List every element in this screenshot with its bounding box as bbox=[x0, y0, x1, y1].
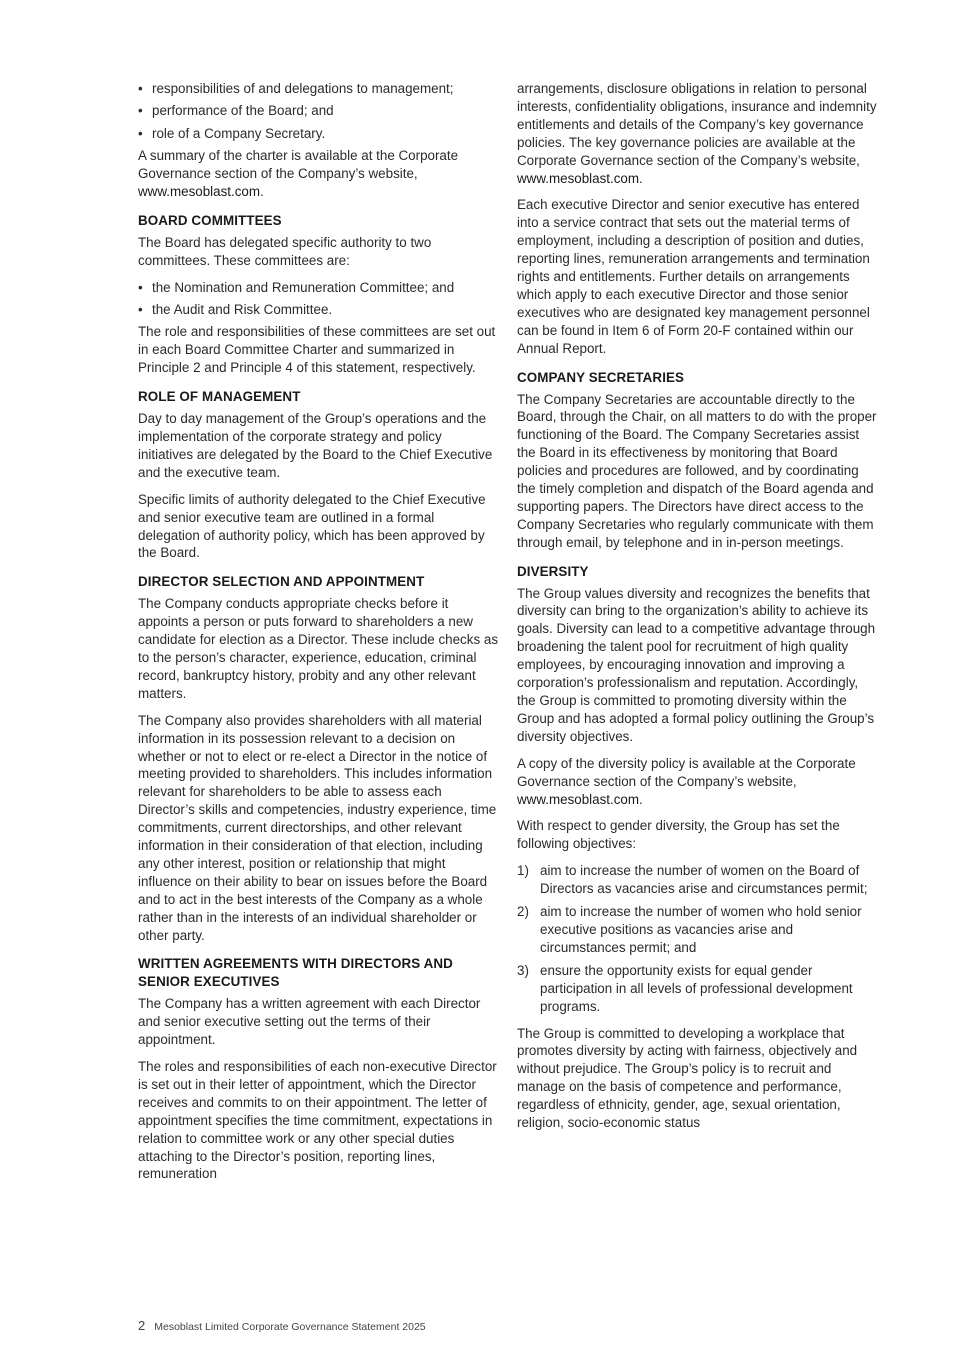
service-contract-paragraph: Each executive Director and senior executive has entered into a service contract that sets out the material terms of employment, including a description of position and duties, reporting lines, remuneration arrangements and termination rights and entitlements. Further details on arrangements which apply to each executive Director and those senior executives who are designated key management personnel can be found in Item 6 of Form 20-F contained within our Annual Report. bbox=[517, 197, 870, 356]
board-committees-heading: BOARD COMMITTEES bbox=[138, 212, 282, 228]
list-item bbox=[517, 903, 879, 957]
list-text: aim to increase the number of women on the Board of Directors as vacancies arise and circumstances permit; bbox=[540, 863, 868, 897]
period: . bbox=[639, 791, 643, 807]
list-item: • the Audit and Risk Committee. bbox=[138, 301, 498, 319]
director-selection-paragraph-2: The Company also provides shareholders with all material information in its possession relevant to a decision on whether or not to elect or re-elect a Director in the notice of meeting provided to shareholders. This includes information relevant for shareholders to be able to assess each Director’s skills and competencies, industry experience, time commitments, current directorships, and other relevant information in their consideration of that election, including any other interest, position or relationship that might influence on their ability to bear on issues before the Board and to act in the best interests of the Company as a whole rather than in the interests of an individual shareholder or other party. bbox=[138, 712, 497, 943]
list-item: • performance of the Board; and bbox=[138, 102, 498, 120]
role-of-management-paragraph-1: Day to day management of the Group’s operations and the implementation of the corporate strategy and policy initiatives are delegated by the Board to the Chief Executive and the executive team. bbox=[138, 411, 493, 480]
charter-bullet-list bbox=[138, 80, 498, 143]
objectives-list bbox=[517, 862, 879, 1015]
left-column bbox=[138, 80, 498, 1192]
role-of-management-heading: ROLE OF MANAGEMENT bbox=[138, 389, 301, 405]
list-number: 1) bbox=[517, 863, 529, 879]
list-number: 2) bbox=[517, 904, 529, 920]
charter-summary-paragraph bbox=[138, 147, 498, 201]
director-selection-paragraph-1: The Company conducts appropriate checks before it appoints a person or puts forward to shareholders a new candidate for election as a Director. These include checks as to the person’s character, experience, education, criminal record, bankruptcy history, probity and any other relevant matters. bbox=[138, 596, 499, 701]
diversity-heading: DIVERSITY bbox=[517, 563, 589, 579]
list-item bbox=[517, 862, 879, 898]
list-text: aim to increase the number of women who hold senior executive positions as vacancies arise and circumstances permit; and bbox=[540, 904, 862, 955]
list-item: • responsibilities of and delegations to management; bbox=[138, 80, 498, 98]
diversity-policy-paragraph bbox=[517, 755, 879, 809]
right-column bbox=[517, 80, 879, 1141]
website-link[interactable]: www.mesoblast.com bbox=[517, 170, 640, 186]
continuation-paragraph bbox=[517, 80, 879, 187]
written-agreements-heading: WRITTEN AGREEMENTS WITH DIRECTORS AND SENIOR EXECUTIVES bbox=[138, 956, 453, 990]
list-number: 3) bbox=[517, 962, 529, 978]
website-link[interactable]: www.mesoblast.com bbox=[138, 184, 261, 200]
document-title: Mesoblast Limited Corporate Governance Statement 2025 bbox=[154, 1321, 426, 1333]
workplace-diversity-paragraph: The Group is committed to developing a workplace that promotes diversity by acting with fairness, objectively and without prejudice. The Group’s policy is to recruit and manage on the basis of competence and performance, regardless of ethnicity, gender, age, sexual orientation, religion, socio-economic status bbox=[517, 1025, 858, 1131]
continuation-text: arrangements, disclosure obligations in relation to personal interests, confidentiality obligations, insurance and indemnity entitlements and details of the Company’s key governance policies. The key governance policies are available at the Corporate Governance section of the Company’s website, bbox=[517, 81, 877, 168]
charter-summary-text: A summary of the charter is available at the Corporate Governance section of the Company’s website, bbox=[138, 148, 459, 182]
page-footer bbox=[138, 1318, 426, 1333]
list-text: ensure the opportunity exists for equal gender participation in all levels of professional development programs. bbox=[540, 962, 853, 1014]
website-link[interactable]: www.mesoblast.com bbox=[517, 791, 640, 807]
written-agreements-paragraph-2: The roles and responsibilities of each non-executive Director is set out in their letter of appointment, which the Director receives and commits to on their appointment. The letter of appointment specifies the time commitment, expectations in relation to committee work or any other special duties attaching to the Director’s position, reporting lines, remuneration bbox=[138, 1059, 497, 1182]
list-item: • role of a Company Secretary. bbox=[138, 125, 498, 143]
company-secretaries-paragraph: The Company Secretaries are accountable directly to the Board, through the Chair, on all matters to do with the proper functioning of the Board. The Company Secretaries assist the Board in its effectiveness by monitoring that Board policies and procedures are followed, and by coordinating the timely completion and dispatch of the Board agenda and supporting papers. The Directors have direct access to the Company Secretaries who regularly communicate with them through email, by telephone and in in-person meetings. bbox=[517, 391, 877, 550]
company-secretaries-heading: COMPANY SECRETARIES bbox=[517, 369, 685, 385]
written-agreements-paragraph-1: The Company has a written agreement with each Director and senior executive setting out the terms of their appointment. bbox=[138, 996, 481, 1048]
list-item: • the Nomination and Remuneration Committee; and bbox=[138, 279, 498, 297]
committees-bullet-list bbox=[138, 279, 498, 319]
page-number: 2 bbox=[138, 1318, 146, 1333]
diversity-policy-text: A copy of the diversity policy is available at the Corporate Governance section of the Company’s website, bbox=[517, 755, 856, 789]
period: . bbox=[639, 170, 643, 186]
diversity-paragraph-1: The Group values diversity and recognizes the benefits that diversity can bring to the organization’s ability to achieve its goals. Diversity can lead to a competitive advantage through broadening the talent pool for recruitment of high quality employees, by encouraging innovation and improving a corporation’s professionalism and reputation. Accordingly, the Group is committed to promoting diversity within the Group and has adopted a formal policy outlining the Group’s diversity objectives. bbox=[517, 585, 876, 744]
board-committees-intro: The Board has delegated specific authority to two committees. These committees are: bbox=[138, 234, 432, 268]
board-committees-closing: The role and responsibilities of these committees are set out in each Board Committee Charter and summarized in Principle 2 and Principle 4 of this statement, respectively. bbox=[138, 324, 496, 376]
list-item bbox=[517, 962, 879, 1016]
gender-diversity-intro: With respect to gender diversity, the Group has set the following objectives: bbox=[517, 818, 840, 852]
role-of-management-paragraph-2: Specific limits of authority delegated to the Chief Executive and senior executive team are outlined in a formal delegation of authority policy, which has been approved by the Board. bbox=[138, 491, 486, 561]
period: . bbox=[260, 184, 264, 200]
director-selection-heading: DIRECTOR SELECTION AND APPOINTMENT bbox=[138, 574, 425, 590]
